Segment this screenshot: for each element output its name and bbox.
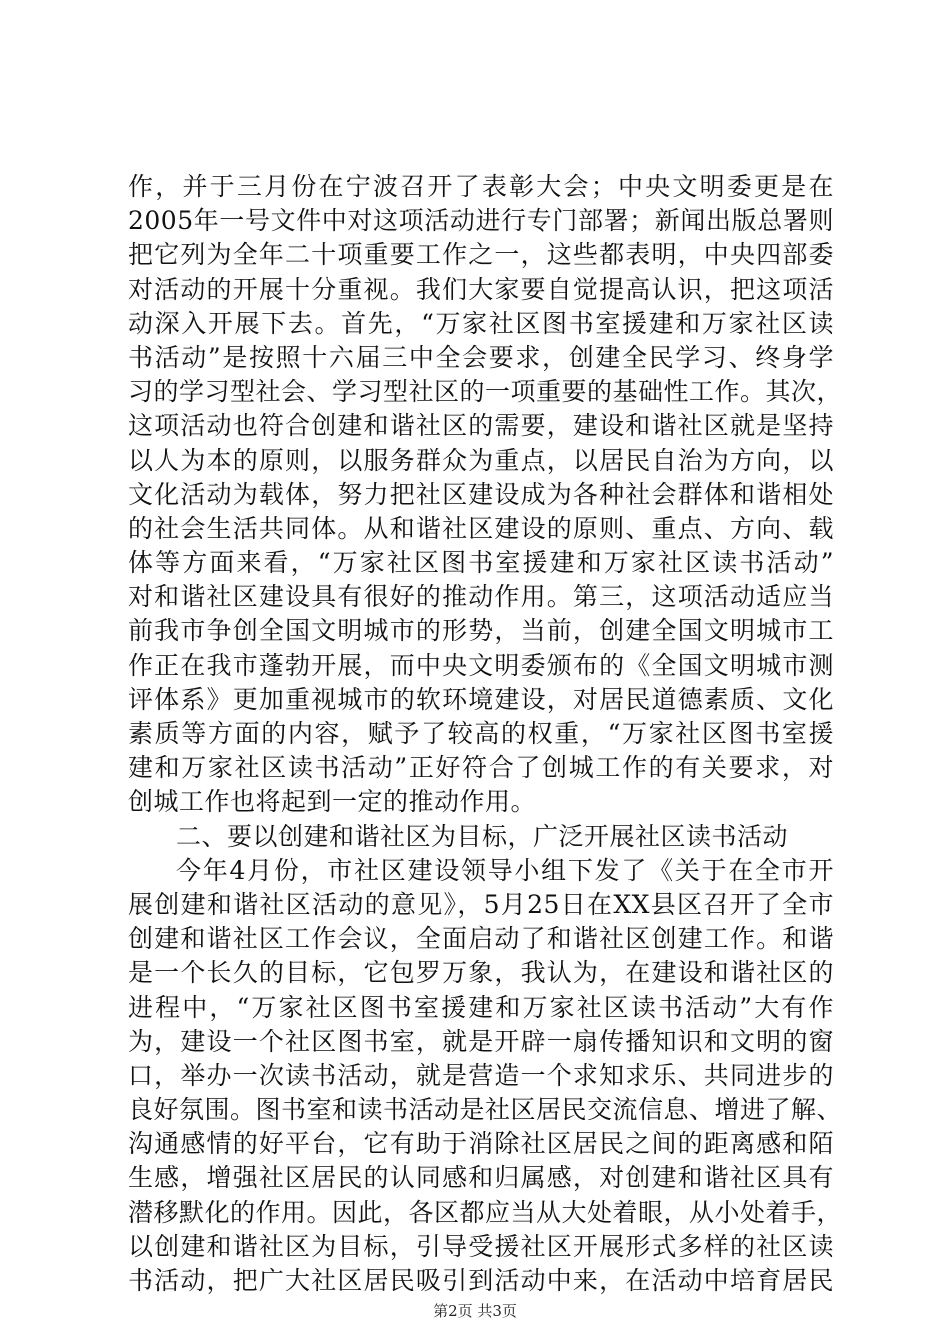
text-line: 作正在我市蓬勃开展，而中央文明委颁布的《全国文明城市测 bbox=[128, 650, 834, 680]
text-line: 文化活动为载体，努力把社区建设成为各种社会群体和谐相处 bbox=[128, 479, 834, 509]
paragraph-end-line: 创城工作也将起到一定的推动作用。 bbox=[128, 787, 537, 817]
text-line: 展创建和谐社区活动的意见》，5月25日在XX县区召开了全市 bbox=[128, 889, 834, 919]
text-line: 动深入开展下去。首先，“万家社区图书室援建和万家社区读 bbox=[128, 308, 834, 338]
text-line: 体等方面来看，“万家社区图书室援建和万家社区读书活动” bbox=[128, 548, 834, 578]
text-line: 前我市争创全国文明城市的形势，当前，创建全国文明城市工 bbox=[128, 616, 834, 646]
text-line: 进程中，“万家社区图书室援建和万家社区读书活动”大有作 bbox=[128, 992, 834, 1022]
text-line: 以创建和谐社区为目标，引导受援社区开展形式多样的社区读 bbox=[128, 1231, 834, 1261]
text-line: 素质等方面的内容，赋予了较高的权重，“万家社区图书室援 bbox=[128, 719, 834, 748]
text-line: 这项活动也符合创建和谐社区的需要，建设和谐社区就是坚持 bbox=[128, 411, 834, 441]
text-line: 为，建设一个社区图书室，就是开辟一扇传播知识和文明的窗 bbox=[128, 1026, 834, 1056]
text-line: 口，举办一次读书活动，就是营造一个求知求乐、共同进步的 bbox=[128, 1060, 834, 1090]
section-heading: 二、要以创建和谐社区为目标，广泛开展社区读书活动 bbox=[176, 821, 789, 851]
text-line: 生感，增强社区居民的认同感和归属感，对创建和谐社区具有 bbox=[128, 1163, 834, 1193]
text-line: 以人为本的原则，以服务群众为重点，以居民自治为方向，以 bbox=[128, 445, 834, 475]
text-line: 书活动”是按照十六届三中全会要求，创建全民学习、终身学 bbox=[128, 342, 834, 372]
text-line: 2005年一号文件中对这项活动进行专门部署；新闻出版总署则 bbox=[128, 206, 834, 236]
text-line: 建和万家社区读书活动”正好符合了创城工作的有关要求，对 bbox=[128, 753, 834, 783]
text-line: 潜移默化的作用。因此，各区都应当从大处着眼，从小处着手， bbox=[128, 1197, 843, 1227]
text-line: 良好氛围。图书室和读书活动是社区居民交流信息、增进了解、 bbox=[128, 1095, 843, 1125]
text-line: 把它列为全年二十项重要工作之一，这些都表明，中央四部委 bbox=[128, 240, 834, 270]
text-line: 作，并于三月份在宁波召开了表彰大会；中央文明委更是在 bbox=[128, 172, 834, 201]
page-number-footer: 第2页 共3页 bbox=[433, 1302, 517, 1320]
text-line: 评体系》更加重视城市的软环境建设，对居民道德素质、文化 bbox=[128, 684, 834, 714]
paragraph-first-line: 今年4月份，市社区建设领导小组下发了《关于在全市开 bbox=[176, 855, 834, 885]
text-line: 沟通感情的好平台，它有助于消除社区居民之间的距离感和陌 bbox=[128, 1129, 834, 1159]
text-line: 是一个长久的目标，它包罗万象，我认为，在建设和谐社区的 bbox=[128, 958, 834, 988]
document-body bbox=[128, 170, 843, 1298]
text-line: 的社会生活共同体。从和谐社区建设的原则、重点、方向、载 bbox=[128, 513, 834, 543]
text-line: 创建和谐社区工作会议，全面启动了和谐社区创建工作。和谐 bbox=[128, 924, 834, 954]
text-line: 习的学习型社会、学习型社区的一项重要的基础性工作。其次， bbox=[128, 377, 843, 407]
text-line: 对活动的开展十分重视。我们大家要自觉提高认识，把这项活 bbox=[128, 274, 834, 304]
text-line: 对和谐社区建设具有很好的推动作用。第三，这项活动适应当 bbox=[128, 582, 834, 612]
text-line: 书活动，把广大社区居民吸引到活动中来，在活动中培育居民 bbox=[128, 1266, 834, 1295]
